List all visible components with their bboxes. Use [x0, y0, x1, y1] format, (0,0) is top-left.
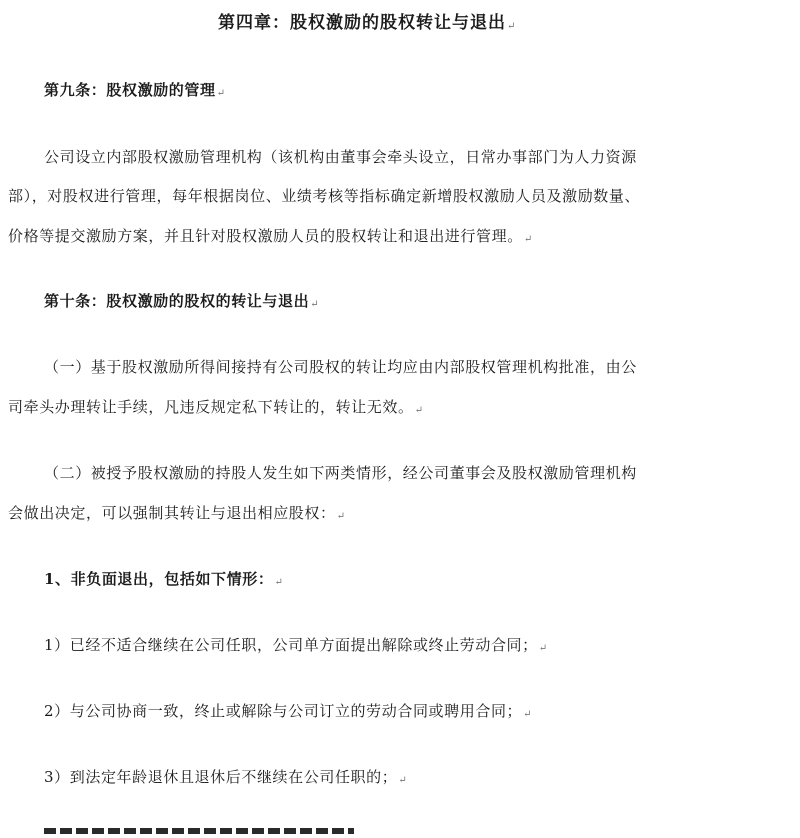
non-negative-exit-subheading-text: 1、非负面退出，包括如下情形： — [44, 570, 274, 588]
clause-2-line-text: （二）被授予股权激励的持股人发生如下两类情形，经公司董事会及股权激励管理机构 — [44, 464, 637, 482]
chapter-title — [218, 13, 516, 37]
list-item-text: 2）与公司协商一致，终止或解除与公司订立的劳动合同或聘用合同； — [44, 702, 523, 720]
article-9-line-text: 公司设立内部股权激励管理机构（该机构由董事会牵头设立，日常办事部门为人力资源 — [44, 148, 637, 166]
paragraph-mark-icon: ↵ — [507, 21, 517, 32]
article-9-heading-text: 第九条：股权激励的管理 — [44, 81, 216, 99]
article-9-heading — [44, 80, 226, 104]
truncated-text-line — [44, 826, 354, 838]
list-item-text: 1）已经不适合继续在公司任职，公司单方面提出解除或终止劳动合同； — [44, 636, 538, 654]
non-negative-exit-subheading — [44, 569, 283, 593]
paragraph-mark-icon: ↵ — [398, 775, 408, 786]
clause-2-line — [44, 463, 637, 483]
article-9-line-text: 价格等提交激励方案，并且针对股权激励人员的股权转让和退出进行管理。 — [8, 227, 523, 245]
paragraph-mark-icon: ↵ — [216, 88, 226, 99]
clause-1-line-text: 司牵头办理转让手续，凡违反规定私下转让的，转让无效。 — [8, 398, 414, 416]
paragraph-mark-icon: ↵ — [274, 577, 284, 588]
paragraph-mark-icon: ↵ — [538, 643, 548, 654]
paragraph-mark-icon: ↵ — [523, 709, 533, 720]
article-9-line-text: 部），对股权进行管理，每年根据岗位、业绩考核等指标确定新增股权激励人员及激励数量、 — [8, 187, 641, 205]
clause-2-line-text: 会做出决定，可以强制其转让与退出相应股权： — [8, 504, 336, 522]
article-9-line — [8, 226, 533, 250]
clause-1-line-text: （一）基于股权激励所得间接持有公司股权的转让均应由内部股权管理机构批准，由公 — [44, 358, 637, 376]
paragraph-mark-icon: ↵ — [310, 299, 320, 310]
clause-1-line — [8, 397, 424, 421]
chapter-title-text: 第四章：股权激励的股权转让与退出 — [218, 13, 506, 33]
article-10-heading-text: 第十条：股权激励的股权的转让与退出 — [44, 292, 310, 310]
paragraph-mark-icon: ↵ — [414, 405, 424, 416]
article-9-line — [44, 147, 637, 167]
paragraph-mark-icon: ↵ — [336, 511, 346, 522]
article-9-line — [8, 186, 640, 206]
clause-1-line — [44, 357, 637, 377]
list-item-text: 3）到法定年龄退休且退休后不继续在公司任职的； — [44, 768, 398, 786]
paragraph-mark-icon: ↵ — [523, 234, 533, 245]
list-item — [44, 767, 407, 791]
clause-2-line — [8, 503, 346, 527]
article-10-heading — [44, 291, 319, 315]
list-item — [44, 701, 532, 725]
list-item — [44, 635, 548, 659]
